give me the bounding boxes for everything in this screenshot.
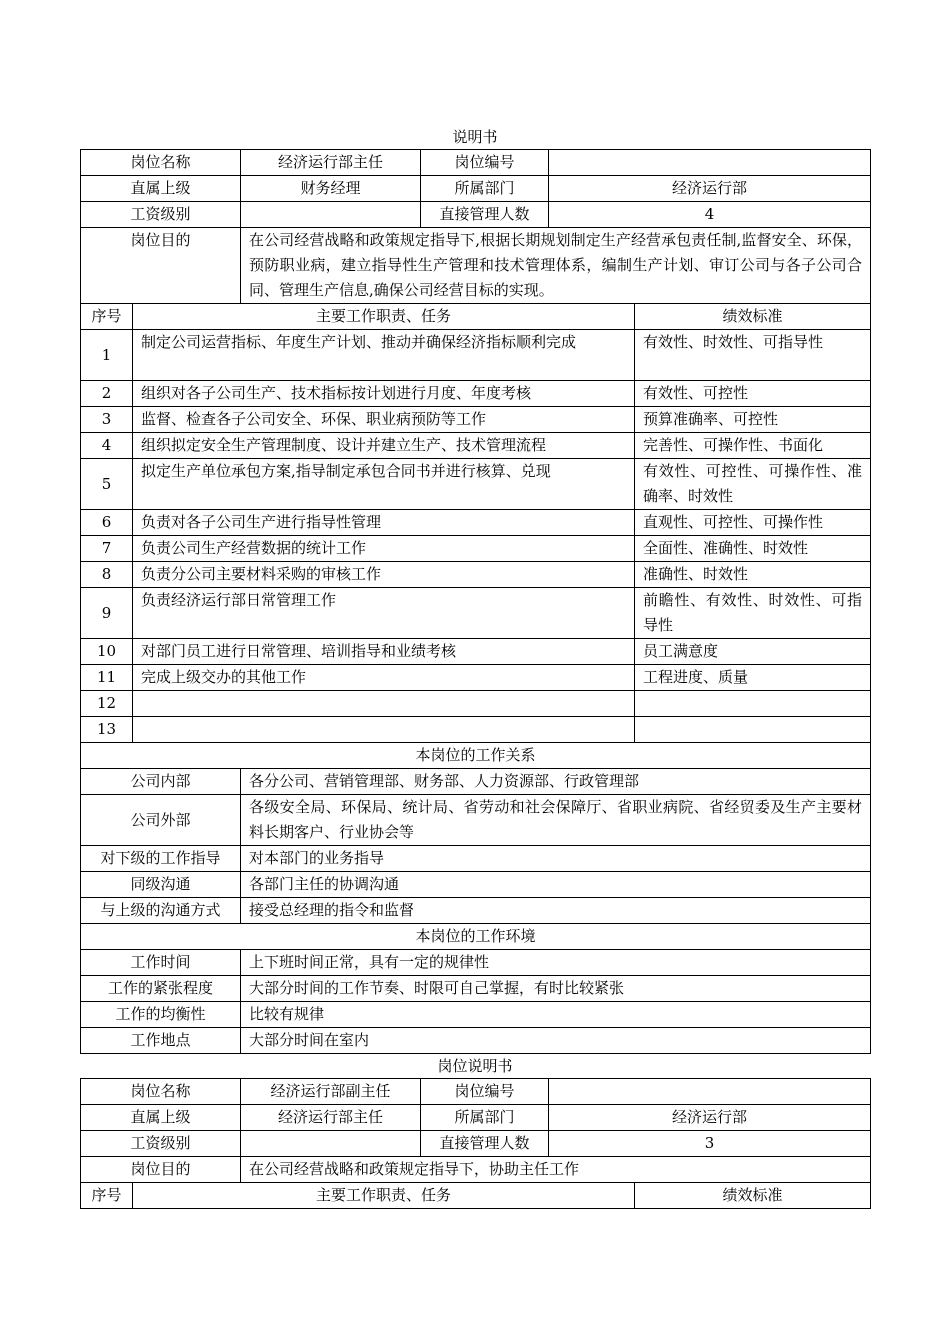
grade-label: 工资级别 bbox=[81, 1131, 241, 1157]
relation-row bbox=[81, 795, 871, 846]
post-no-label: 岗位编号 bbox=[421, 1079, 549, 1105]
relation-value: 对本部门的业务指导 bbox=[241, 846, 871, 872]
dept-value: 经济运行部 bbox=[549, 176, 871, 202]
doc1-relations-table bbox=[80, 742, 871, 1054]
duty-text: 完成上级交办的其他工作 bbox=[133, 665, 635, 691]
env-title-row bbox=[81, 924, 871, 950]
header-standard: 绩效标准 bbox=[635, 1183, 871, 1209]
grade-value bbox=[241, 202, 421, 228]
relation-label: 公司内部 bbox=[81, 769, 241, 795]
superior-label: 直属上级 bbox=[81, 1105, 241, 1131]
duties-header-row bbox=[81, 1183, 871, 1209]
env-label: 工作时间 bbox=[81, 950, 241, 976]
header-duty: 主要工作职责、任务 bbox=[133, 1183, 635, 1209]
relation-value: 各分公司、营销管理部、财务部、人力资源部、行政管理部 bbox=[241, 769, 871, 795]
relations-title-row bbox=[81, 743, 871, 769]
duty-text: 负责对各子公司生产进行指导性管理 bbox=[133, 510, 635, 536]
duty-row bbox=[81, 562, 871, 588]
info-row bbox=[81, 176, 871, 202]
duty-text: 对部门员工进行日常管理、培训指导和业绩考核 bbox=[133, 639, 635, 665]
info-row bbox=[81, 1105, 871, 1131]
duty-no: 11 bbox=[81, 665, 133, 691]
duty-row bbox=[81, 691, 871, 717]
info-row bbox=[81, 1079, 871, 1105]
duty-row bbox=[81, 536, 871, 562]
purpose-value: 在公司经营战略和政策规定指导下，协助主任工作 bbox=[241, 1157, 871, 1183]
doc1-title: 说明书 bbox=[452, 128, 498, 146]
grade-value bbox=[241, 1131, 421, 1157]
doc2-info-table bbox=[80, 1078, 871, 1183]
doc2-duties-table bbox=[80, 1182, 871, 1209]
relation-row bbox=[81, 898, 871, 924]
duty-text bbox=[133, 717, 635, 743]
env-label: 工作地点 bbox=[81, 1028, 241, 1054]
duty-row bbox=[81, 665, 871, 691]
post-no-value bbox=[549, 1079, 871, 1105]
relation-label: 对下级的工作指导 bbox=[81, 846, 241, 872]
duty-text: 负责经济运行部日常管理工作 bbox=[133, 588, 635, 639]
grade-label: 工资级别 bbox=[81, 202, 241, 228]
post-name-label: 岗位名称 bbox=[81, 1079, 241, 1105]
relation-value: 各部门主任的协调沟通 bbox=[241, 872, 871, 898]
env-value: 上下班时间正常，具有一定的规律性 bbox=[241, 950, 871, 976]
env-row bbox=[81, 1002, 871, 1028]
env-value: 大部分时间在室内 bbox=[241, 1028, 871, 1054]
relation-value: 接受总经理的指令和监督 bbox=[241, 898, 871, 924]
purpose-label: 岗位目的 bbox=[81, 228, 241, 304]
duty-row bbox=[81, 381, 871, 407]
relation-row bbox=[81, 846, 871, 872]
post-name-value: 经济运行部副主任 bbox=[241, 1079, 421, 1105]
duty-standard: 有效性、可控性、可操作性、准确率、时效性 bbox=[635, 459, 871, 510]
env-title: 本岗位的工作环境 bbox=[81, 924, 871, 950]
relation-label: 同级沟通 bbox=[81, 872, 241, 898]
dept-label: 所属部门 bbox=[421, 1105, 549, 1131]
duty-no: 4 bbox=[81, 433, 133, 459]
duty-no: 13 bbox=[81, 717, 133, 743]
info-row bbox=[81, 150, 871, 176]
purpose-row bbox=[81, 1157, 871, 1183]
dept-value: 经济运行部 bbox=[549, 1105, 871, 1131]
doc1-info-table bbox=[80, 149, 871, 304]
duty-no: 8 bbox=[81, 562, 133, 588]
duty-row bbox=[81, 330, 871, 381]
duty-no: 1 bbox=[81, 330, 133, 381]
duty-standard: 直观性、可控性、可操作性 bbox=[635, 510, 871, 536]
duty-standard bbox=[635, 691, 871, 717]
superior-label: 直属上级 bbox=[81, 176, 241, 202]
managed-value: 4 bbox=[549, 202, 871, 228]
duty-no: 9 bbox=[81, 588, 133, 639]
superior-value: 财务经理 bbox=[241, 176, 421, 202]
managed-label: 直接管理人数 bbox=[421, 1131, 549, 1157]
duty-text: 负责分公司主要材料采购的审核工作 bbox=[133, 562, 635, 588]
duties-header-row bbox=[81, 304, 871, 330]
duty-standard: 前瞻性、有效性、时效性、可指导性 bbox=[635, 588, 871, 639]
duty-text: 监督、检查各子公司安全、环保、职业病预防等工作 bbox=[133, 407, 635, 433]
managed-label: 直接管理人数 bbox=[421, 202, 549, 228]
doc1-duties-table bbox=[80, 303, 871, 743]
duty-no: 3 bbox=[81, 407, 133, 433]
relation-row bbox=[81, 769, 871, 795]
duty-row bbox=[81, 407, 871, 433]
duty-no: 5 bbox=[81, 459, 133, 510]
duty-text: 制定公司运营指标、年度生产计划、推动并确保经济指标顺利完成 bbox=[133, 330, 635, 381]
purpose-row bbox=[81, 228, 871, 304]
env-row bbox=[81, 976, 871, 1002]
duty-standard: 有效性、时效性、可指导性 bbox=[635, 330, 871, 381]
info-row bbox=[81, 202, 871, 228]
duty-row bbox=[81, 433, 871, 459]
dept-label: 所属部门 bbox=[421, 176, 549, 202]
relation-row bbox=[81, 872, 871, 898]
header-no: 序号 bbox=[81, 1183, 133, 1209]
duty-standard: 全面性、准确性、时效性 bbox=[635, 536, 871, 562]
duty-text bbox=[133, 691, 635, 717]
purpose-label: 岗位目的 bbox=[81, 1157, 241, 1183]
managed-value: 3 bbox=[549, 1131, 871, 1157]
header-no: 序号 bbox=[81, 304, 133, 330]
duty-row bbox=[81, 639, 871, 665]
duty-text: 拟定生产单位承包方案,指导制定承包合同书并进行核算、兑现 bbox=[133, 459, 635, 510]
env-row bbox=[81, 950, 871, 976]
doc2-title: 岗位说明书 bbox=[437, 1057, 513, 1075]
duty-no: 10 bbox=[81, 639, 133, 665]
env-label: 工作的紧张程度 bbox=[81, 976, 241, 1002]
duty-text: 组织对各子公司生产、技术指标按计划进行月度、年度考核 bbox=[133, 381, 635, 407]
superior-value: 经济运行部主任 bbox=[241, 1105, 421, 1131]
duty-standard: 完善性、可操作性、书面化 bbox=[635, 433, 871, 459]
duty-text: 组织拟定安全生产管理制度、设计并建立生产、技术管理流程 bbox=[133, 433, 635, 459]
duty-standard: 准确性、时效性 bbox=[635, 562, 871, 588]
duty-standard: 员工满意度 bbox=[635, 639, 871, 665]
post-no-label: 岗位编号 bbox=[421, 150, 549, 176]
post-name-label: 岗位名称 bbox=[81, 150, 241, 176]
duty-row bbox=[81, 459, 871, 510]
duty-standard: 有效性、可控性 bbox=[635, 381, 871, 407]
env-value: 大部分时间的工作节奏、时限可自己掌握，有时比较紧张 bbox=[241, 976, 871, 1002]
duty-text: 负责公司生产经营数据的统计工作 bbox=[133, 536, 635, 562]
header-standard: 绩效标准 bbox=[635, 304, 871, 330]
duty-standard bbox=[635, 717, 871, 743]
post-name-value: 经济运行部主任 bbox=[241, 150, 421, 176]
duty-standard: 预算准确率、可控性 bbox=[635, 407, 871, 433]
post-no-value bbox=[549, 150, 871, 176]
env-value: 比较有规律 bbox=[241, 1002, 871, 1028]
relation-value: 各级安全局、环保局、统计局、省劳动和社会保障厅、省职业病院、省经贸委及生产主要材料长期客户、行业协会等 bbox=[241, 795, 871, 846]
document-page bbox=[80, 0, 870, 1209]
duty-row bbox=[81, 717, 871, 743]
header-duty: 主要工作职责、任务 bbox=[133, 304, 635, 330]
duty-no: 2 bbox=[81, 381, 133, 407]
relations-title: 本岗位的工作关系 bbox=[81, 743, 871, 769]
relation-label: 与上级的沟通方式 bbox=[81, 898, 241, 924]
duty-no: 7 bbox=[81, 536, 133, 562]
duty-no: 12 bbox=[81, 691, 133, 717]
duty-no: 6 bbox=[81, 510, 133, 536]
duty-row bbox=[81, 588, 871, 639]
duty-row bbox=[81, 510, 871, 536]
duty-standard: 工程进度、质量 bbox=[635, 665, 871, 691]
env-row bbox=[81, 1028, 871, 1054]
purpose-value: 在公司经营战略和政策规定指导下,根据长期规划制定生产经营承包责任制,监督安全、环保，预防职业病，建立指导性生产管理和技术管理体系，编制生产计划、审订公司与各子公司合同、管理生产信息,确保公司经营目标的实现。 bbox=[241, 228, 871, 304]
env-label: 工作的均衡性 bbox=[81, 1002, 241, 1028]
info-row bbox=[81, 1131, 871, 1157]
relation-label: 公司外部 bbox=[81, 795, 241, 846]
